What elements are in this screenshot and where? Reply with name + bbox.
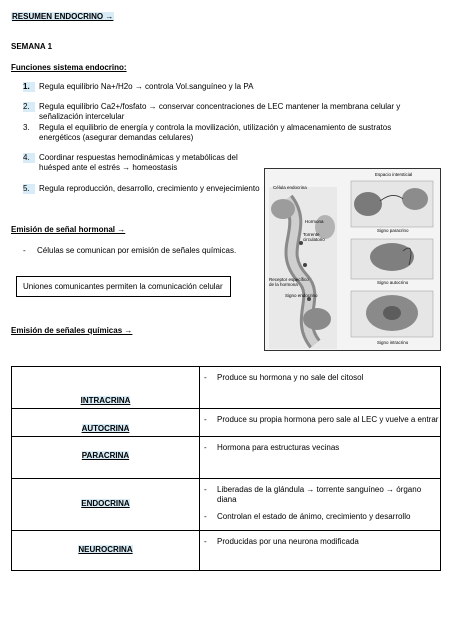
table-row xyxy=(12,367,441,409)
table-row xyxy=(12,409,441,437)
list-number: 1. xyxy=(23,82,37,92)
figure-label: Signo autocrino xyxy=(377,280,409,285)
bullet-text: Células se comunican por emisión de señales químicas. xyxy=(37,246,237,255)
table-cell-label: INTRACRINA xyxy=(12,367,200,409)
list-number: 5. xyxy=(23,184,37,194)
figure-label: Receptor específico de la hormona xyxy=(269,277,309,287)
table-row xyxy=(12,479,441,531)
table-cell-label: ENDOCRINA xyxy=(12,479,200,531)
figure-label: Célula endocrina xyxy=(273,185,307,190)
hormonal-signal-heading: Emisión de señal hormonal → xyxy=(11,225,126,234)
week-label: SEMANA 1 xyxy=(11,42,53,51)
list-text: Regula reproducción, desarrollo, crecimiento y envejecimiento xyxy=(39,184,260,193)
table-row xyxy=(12,437,441,479)
table-cell-desc xyxy=(200,531,441,571)
signaling-diagram xyxy=(264,168,441,351)
bullet-item: - Controlan el estado de ánimo, crecimiento y desarrollo xyxy=(204,512,411,521)
bullet-item: - Produce su hormona y no sale del citosol xyxy=(204,373,364,382)
signal-types-table xyxy=(11,366,441,571)
bullet-item: - Liberadas de la glándula → torrente sanguíneo → órgano diana xyxy=(204,485,422,504)
functions-heading: Funciones sistema endocrino: xyxy=(11,63,127,72)
chemical-signals-heading: Emisión de señales químicas → xyxy=(11,326,133,335)
table-row xyxy=(12,531,441,571)
figure-label: Espacio intersticial xyxy=(375,172,413,177)
figure-label: Signo endocrino xyxy=(285,293,318,298)
list-number: 2. xyxy=(23,102,37,112)
document-title: RESUMEN ENDOCRINO → xyxy=(12,12,114,21)
table-cell-desc xyxy=(200,437,441,479)
callout-box: Uniones comunicantes permiten la comunicación celular xyxy=(16,276,231,297)
table-cell-desc xyxy=(200,409,441,437)
list-text: Regula el equilibrio de energía y controla la movilización, utilización y almacenamiento de sustratos energéticos (asegurar demandas celulares) xyxy=(39,123,392,142)
figure-label: Hormona xyxy=(305,219,324,224)
list-text: Coordinar respuestas hemodinámicas y metabólicas del huésped ante el estrés → homeostasis xyxy=(39,153,238,172)
table-cell-desc xyxy=(200,479,441,531)
bullet-dash: - xyxy=(23,246,26,255)
list-text: Regula equilibrio Na+/H2o → controla Vol.sanguíneo y la PA xyxy=(39,82,254,91)
bullet-item: - Hormona para estructuras vecinas xyxy=(204,443,340,452)
table-cell-label: NEUROCRINA xyxy=(12,531,200,571)
list-number: 4. xyxy=(23,153,37,163)
list-text: Regula equilibrio Ca2+/fosfato → conservar concentraciones de LEC mantener la membrana celular y señalización intercelular xyxy=(39,102,401,121)
figure-label: Signo intracrino xyxy=(377,340,409,345)
list-number: 3. xyxy=(23,123,30,132)
figure-label: Torrente circulatorio xyxy=(303,232,325,242)
bullet-item: - Producidas por una neurona modificada xyxy=(204,537,359,546)
table-cell-desc xyxy=(200,367,441,409)
bullet-item: - Produce su propia hormona pero sale al LEC y vuelve a entrar xyxy=(204,415,439,424)
table-cell-label: PARACRINA xyxy=(12,437,200,479)
table-cell-label: AUTOCRINA xyxy=(12,409,200,437)
figure-label: Signo paracrino xyxy=(377,228,409,233)
